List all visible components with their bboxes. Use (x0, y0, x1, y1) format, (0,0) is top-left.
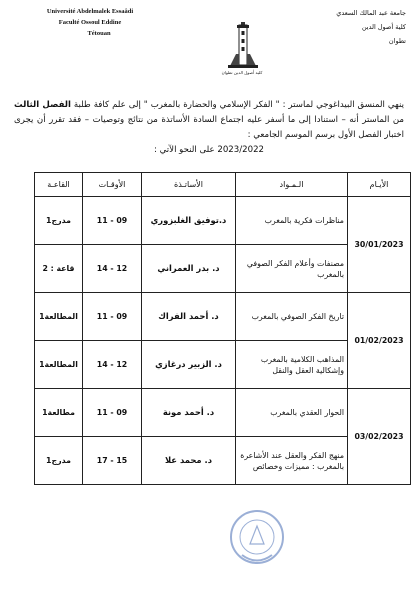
header-professors: الأساتـذة (142, 173, 236, 197)
city-ar: تطوان (388, 37, 406, 45)
exam-schedule-table (34, 172, 411, 485)
professor-cell: د. أحمد الفراك (142, 293, 236, 341)
room-cell: قاعة : 2 (35, 245, 83, 293)
table-header-row (35, 173, 411, 197)
time-cell: 12 - 14 (83, 341, 142, 389)
subject-cell: المذاهب الكلامية بالمغرب وإشكالية العقل والنقل (236, 341, 348, 389)
logo-caption: كلية أصول الدين تطوان (221, 70, 263, 75)
table-row (35, 389, 411, 437)
day-date: 03/02/2023 (348, 389, 411, 485)
time-cell: 09 - 11 (83, 389, 142, 437)
university-name-ar: جامعة عبد المالك السعدي (336, 9, 406, 17)
room-cell: مدرج1 (35, 197, 83, 245)
room-cell: مدرج1 (35, 437, 83, 485)
header-arabic (306, 6, 406, 48)
header-times: الأوقـات (83, 173, 142, 197)
subject-cell: تاريخ الفكر الصوفي بالمغرب (236, 293, 348, 341)
professor-cell: د. الزبير درغازي (142, 341, 236, 389)
announcement-text (14, 98, 404, 158)
professor-cell: د. بدر العمراني (142, 245, 236, 293)
room-cell: مطالعة1 (35, 389, 83, 437)
intro-semester: الفصل الثالث (14, 100, 71, 110)
header-subjects: الـمـواد (236, 173, 348, 197)
faculty-name-ar: كلية أصول الدين (361, 23, 406, 31)
table-row (35, 197, 411, 245)
header-french (10, 6, 170, 39)
room-cell: المطالعة1 (35, 293, 83, 341)
professor-cell: د. محمد علا (142, 437, 236, 485)
city-fr: Tétouan (87, 30, 111, 37)
subject-cell: مصنفات وأعلام الفكر الصوفي بالمغرب (236, 245, 348, 293)
day-date: 30/01/2023 (348, 197, 411, 293)
intro-part2: من الماستر أنه – استنادا إلى ما أسفر عليه اجتماع السادة الأساتذة من نتائج وتوصيات – فقد تقرر أن يجرى اختبار الفصل الأول برسم الموسم الجامعي : (14, 115, 404, 140)
university-name-fr: Université Abdelmalek Essaâdi (46, 8, 134, 15)
time-cell: 09 - 11 (83, 293, 142, 341)
university-logo-icon (226, 20, 260, 70)
time-cell: 15 - 17 (83, 437, 142, 485)
header-days: الأيـام (348, 173, 411, 197)
time-cell: 09 - 11 (83, 197, 142, 245)
professor-cell: د.توفيق الغلبزوري (142, 197, 236, 245)
room-cell: المطالعة1 (35, 341, 83, 389)
professor-cell: د. أحمد مونة (142, 389, 236, 437)
subject-cell: الحوار العقدي بالمغرب (236, 389, 348, 437)
day-date: 01/02/2023 (348, 293, 411, 389)
official-stamp-icon (228, 508, 286, 566)
subject-cell: مناظرات فكرية بالمغرب (236, 197, 348, 245)
table-row (35, 293, 411, 341)
faculty-name-fr: Faculté Ossoul Eddine (58, 19, 122, 26)
subject-cell: منهج الفكر والعقل عند الأشاعرة بالمغرب : مميزات وخصائص (236, 437, 348, 485)
intro-year-line: 2023/2022 على النحو الآتي : (153, 145, 265, 155)
header-room: القاعـة (35, 173, 83, 197)
time-cell: 12 - 14 (83, 245, 142, 293)
intro-part1: ينهي المنسق البيداغوجي لماستر : " الفكر الإسلامي والحضارة بالمغرب " إلى علم كافة طلبة (70, 100, 404, 110)
